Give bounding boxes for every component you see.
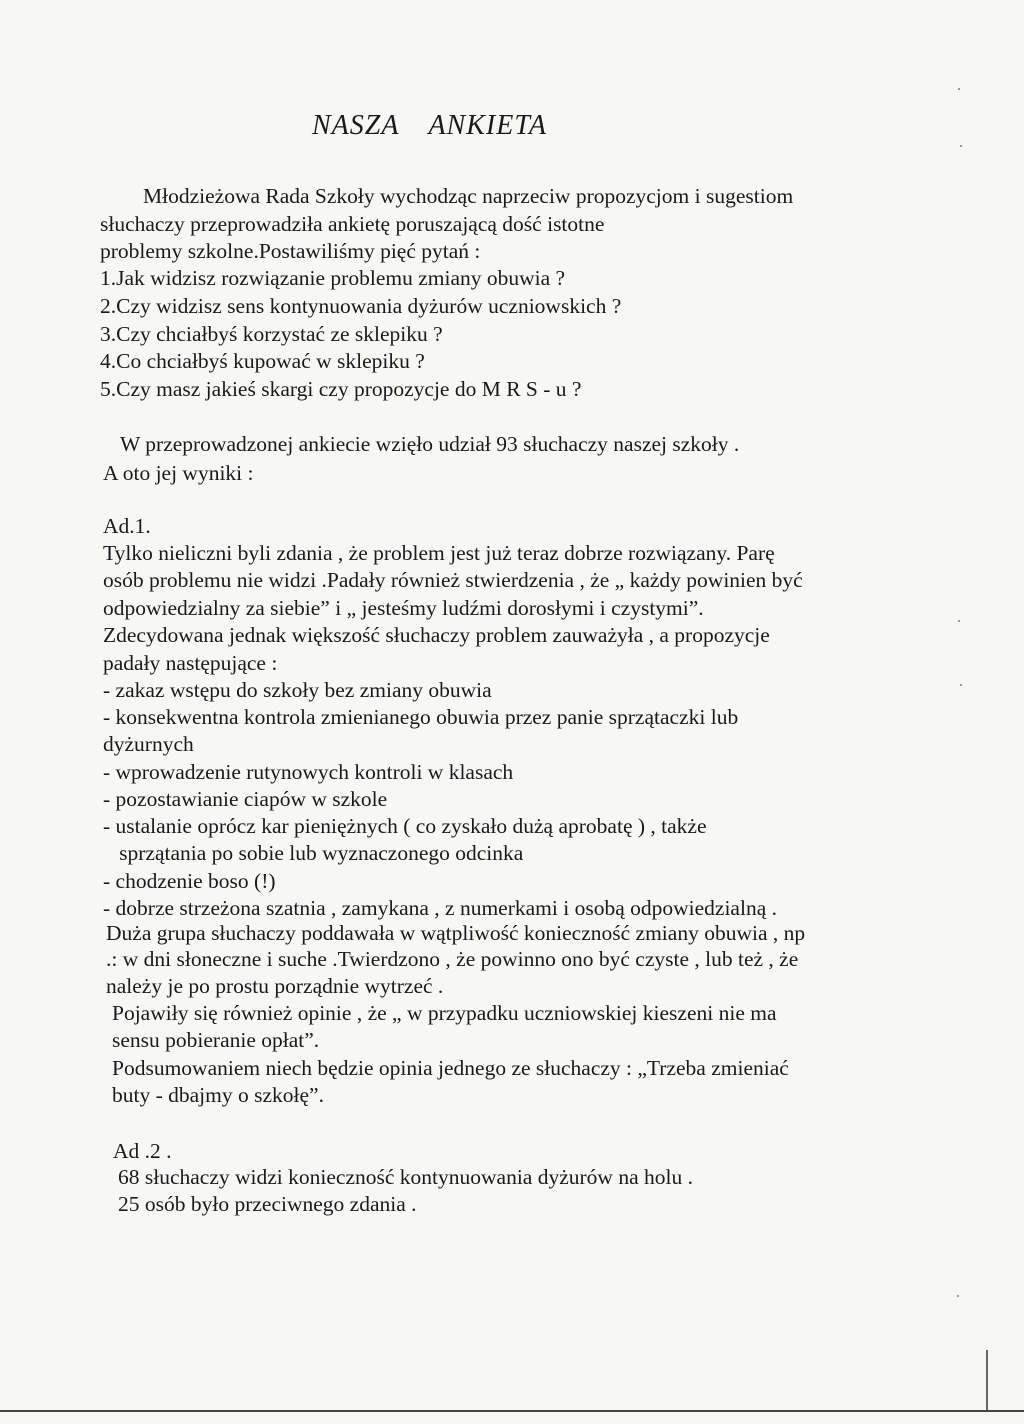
intro-line: problemy szkolne.Postawiliśmy pięć pytań : xyxy=(100,239,481,263)
document-title: NASZA ANKIETA xyxy=(312,110,547,141)
ad1-line: Tylko nieliczni byli zdania , że problem jest już teraz dobrze rozwiązany. Parę xyxy=(103,541,775,565)
ad1-list-item: - zakaz wstępu do szkoły bez zmiany obuwia xyxy=(103,678,492,702)
scan-edge-bottom xyxy=(0,1410,1024,1412)
ad2-line: 68 słuchaczy widzi konieczność kontynuowania dyżurów na holu . xyxy=(118,1165,693,1189)
question-item: 2.Czy widzisz sens kontynuowania dyżurów uczniowskich ? xyxy=(100,294,622,318)
summary-line: A oto jej wyniki : xyxy=(103,461,254,485)
ad1-line: Podsumowaniem niech będzie opinia jednego ze słuchaczy : „Trzeba zmieniać xyxy=(112,1056,789,1080)
scan-speck xyxy=(960,684,962,686)
question-item: 1.Jak widzisz rozwiązanie problemu zmiany obuwia ? xyxy=(100,266,566,290)
ad1-line: osób problemu nie widzi .Padały również stwierdzenia , że „ każdy powinien być xyxy=(103,568,803,592)
ad1-line: buty - dbajmy o szkołę”. xyxy=(112,1083,324,1107)
question-item: 5.Czy masz jakieś skargi czy propozycje do M R S - u ? xyxy=(100,377,582,401)
ad2-line: 25 osób było przeciwnego zdania . xyxy=(118,1192,417,1216)
ad1-list-item: - wprowadzenie rutynowych kontroli w klasach xyxy=(103,760,514,784)
ad1-list-item: - ustalanie oprócz kar pieniężnych ( co zyskało dużą aprobatę ) , także xyxy=(103,814,707,838)
ad1-line: należy je po prostu porządnie wytrzeć . xyxy=(106,974,444,998)
scan-edge-right xyxy=(986,1350,988,1412)
ad1-list-item-continued: sprzątania po sobie lub wyznaczonego odcinka xyxy=(103,841,524,865)
question-item: 3.Czy chciałbyś korzystać ze sklepiku ? xyxy=(100,322,443,346)
section-heading-ad1: Ad.1. xyxy=(103,514,151,538)
ad1-list-item: - dobrze strzeżona szatnia , zamykana , z numerkami i osobą odpowiedzialną . xyxy=(103,896,777,920)
ad1-line: Duża grupa słuchaczy poddawała w wątpliwość konieczność zmiany obuwia , np xyxy=(106,921,806,945)
scan-speck xyxy=(958,620,960,622)
ad1-list-item-continued: dyżurnych xyxy=(103,732,194,756)
ad1-line: .: w dni słoneczne i suche .Twierdzono , że powinno ono być czyste , lub też , że xyxy=(106,947,799,971)
section-heading-ad2: Ad .2 . xyxy=(113,1139,172,1163)
ad1-line: Pojawiły się również opinie , że „ w przypadku uczniowskiej kieszeni nie ma xyxy=(112,1001,777,1025)
ad1-list-item: - konsekwentna kontrola zmienianego obuwia przez panie sprzątaczki lub xyxy=(103,705,739,729)
intro-line: Młodzieżowa Rada Szkoły wychodząc naprzeciw propozycjom i sugestiom xyxy=(143,184,794,208)
ad1-line: odpowiedzialny za siebie” i „ jesteśmy ludźmi dorosłymi i czystymi”. xyxy=(103,596,704,620)
question-item: 4.Co chciałbyś kupować w sklepiku ? xyxy=(100,349,425,373)
scan-speck xyxy=(960,145,962,147)
ad1-line: Zdecydowana jednak większość słuchaczy problem zauważyła , a propozycje xyxy=(103,623,770,647)
ad1-line: sensu pobieranie opłat”. xyxy=(112,1028,320,1052)
scan-speck xyxy=(958,88,960,90)
summary-line: W przeprowadzonej ankiecie wzięło udział 93 słuchaczy naszej szkoły . xyxy=(120,432,740,456)
ad1-line: padały następujące : xyxy=(103,651,278,675)
scan-speck xyxy=(957,1295,959,1297)
ad1-list-item: - pozostawianie ciapów w szkole xyxy=(103,787,388,811)
ad1-list-item: - chodzenie boso (!) xyxy=(103,869,276,893)
intro-line: słuchaczy przeprowadziła ankietę poruszającą dość istotne xyxy=(100,212,605,236)
